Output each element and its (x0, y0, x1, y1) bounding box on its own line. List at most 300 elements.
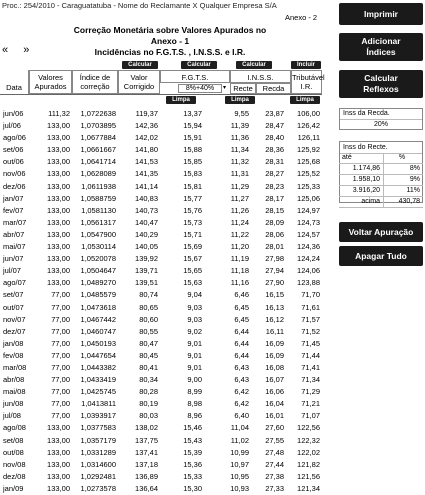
cell-indice: 1,0703895 (80, 121, 116, 131)
table-row (0, 193, 322, 205)
cell-fgts: 15,76 (183, 205, 202, 215)
cell-recda: 16,09 (265, 350, 284, 360)
limpa-inss-button[interactable]: Limpa (225, 96, 255, 104)
cell-fgts: 15,36 (183, 459, 202, 469)
cell-valor: 141,35 (135, 169, 158, 179)
chevron-down-icon[interactable]: ▾ (223, 85, 227, 91)
cell-indice: 1,0443382 (80, 362, 116, 372)
cell-indice: 1,0611938 (81, 181, 116, 191)
cell-recte: 6,42 (234, 399, 249, 409)
cell-valor: 142,36 (135, 121, 158, 131)
cell-valores[interactable]: 77,00 (51, 362, 70, 372)
cell-recte: 11,19 (230, 254, 249, 264)
cell-recda: 28,40 (265, 133, 284, 143)
cell-indice: 1,0547900 (80, 229, 116, 239)
title-line-3: Incidências no F.G.T.S. , I.N.S.S. e I.R. (94, 47, 246, 57)
cell-tributavel: 106,00 (297, 109, 320, 118)
cell-valor: 141,80 (135, 145, 158, 155)
cell-recda: 28,23 (265, 181, 284, 191)
table-row (0, 362, 322, 374)
apagar-tudo-button[interactable]: Apagar Tudo (339, 246, 423, 266)
cell-valor: 80,03 (139, 411, 158, 421)
bracket-limit[interactable]: 1.958,10 (339, 175, 384, 185)
cell-valores[interactable]: 77,00 (51, 399, 70, 409)
cell-tributavel: 71,34 (301, 375, 320, 385)
cell-valor: 138,02 (135, 423, 158, 433)
table-row (0, 422, 322, 434)
cell-fgts: 15,81 (183, 181, 202, 191)
cell-recte: 11,22 (230, 229, 249, 239)
cell-data: ago/06 (3, 133, 26, 143)
title-line-2: Anexo - 1 (150, 36, 190, 46)
cell-fgts: 8,99 (187, 387, 202, 397)
cell-indice: 1,0641714 (80, 157, 116, 167)
cell-tributavel: 124,97 (297, 205, 320, 215)
cell-valor: 80,65 (139, 302, 158, 312)
cell-valores[interactable]: 133,00 (47, 229, 70, 239)
page-title (40, 25, 300, 58)
cell-fgts: 15,69 (183, 242, 202, 252)
cell-recda: 28,15 (265, 205, 284, 215)
cell-tributavel: 124,73 (297, 217, 320, 227)
cell-indice: 1,0314600 (80, 459, 116, 469)
cell-tributavel: 124,57 (297, 229, 320, 239)
cell-recte: 11,39 (230, 121, 249, 131)
cell-recda: 16,04 (265, 399, 284, 409)
cell-recda: 27,38 (265, 471, 284, 481)
cell-recte: 11,18 (230, 266, 249, 276)
cell-fgts: 15,63 (183, 278, 202, 288)
cell-fgts: 8,98 (187, 399, 202, 409)
cell-tributavel: 71,70 (301, 290, 320, 300)
cell-recte: 10,99 (230, 447, 249, 457)
cell-recda: 27,94 (265, 266, 284, 276)
cell-valores[interactable]: 133,00 (47, 471, 70, 481)
cell-tributavel: 71,41 (301, 362, 320, 372)
cell-recda: 28,01 (265, 242, 284, 252)
data-table (0, 108, 322, 495)
cell-data: nov/08 (3, 459, 26, 469)
cell-indice: 1,0520078 (80, 254, 116, 264)
cell-valor: 137,41 (135, 447, 158, 457)
col-header-recda (256, 83, 291, 94)
cell-data: nov/06 (3, 169, 26, 179)
cell-fgts: 15,39 (183, 447, 202, 457)
cell-indice: 1,0357179 (80, 435, 116, 445)
cell-recda: 28,31 (265, 157, 284, 167)
table-row (0, 435, 322, 447)
cell-valor: 137,18 (135, 459, 158, 469)
cell-fgts: 9,04 (187, 290, 202, 300)
adicionar-indices-button[interactable] (339, 33, 423, 61)
cell-valores[interactable]: 133,00 (47, 169, 70, 179)
cell-data: ago/07 (3, 278, 26, 288)
calcular-inss-button[interactable]: Calcular (236, 61, 272, 69)
cell-tributavel: 71,45 (301, 338, 320, 348)
col-header-recte (230, 83, 256, 94)
calcular-line2: Reflexos (363, 84, 399, 94)
imprimir-button[interactable]: Imprimir (339, 3, 423, 25)
cell-fgts: 15,46 (183, 423, 202, 433)
cell-recte: 6,43 (234, 362, 249, 372)
cell-valor: 139,51 (135, 278, 158, 288)
table-row (0, 217, 322, 229)
inss-recda-value[interactable]: 20% (373, 121, 388, 128)
col-trib-line1: Tributável (292, 73, 325, 82)
table-row (0, 168, 322, 180)
cell-data: jan/07 (3, 193, 24, 203)
calcular-reflexos-button[interactable] (339, 70, 423, 98)
bracket-row (339, 164, 423, 175)
limpa-ir-button[interactable]: Limpa (290, 96, 320, 104)
cell-recte: 6,45 (234, 302, 249, 312)
cell-valores[interactable]: 133,00 (47, 205, 70, 215)
case-line: Proc.: 254/2010 - Caraguatatuba - Nome do Reclamante X Qualquer Empresa S/A (2, 1, 277, 10)
cell-indice: 1,0413811 (81, 399, 116, 409)
cell-valores[interactable]: 77,00 (51, 338, 70, 348)
cell-recda: 16,11 (265, 326, 284, 336)
cell-fgts: 9,02 (187, 326, 202, 336)
cell-recte: 6,40 (234, 411, 249, 421)
inss-recte-label: Inss do Recte. (340, 142, 422, 154)
bracket-header-row (339, 153, 423, 164)
cell-data: abr/08 (3, 375, 25, 385)
table-row (0, 156, 322, 168)
cell-recte: 9,55 (234, 109, 249, 118)
cell-valor: 80,60 (139, 314, 158, 324)
col-recte-label: Recte (233, 84, 253, 93)
cell-indice: 1,0447654 (80, 350, 116, 360)
cell-data: set/07 (3, 290, 24, 300)
cell-data: out/06 (3, 157, 24, 167)
double-chevron-right-icon[interactable]: » (23, 44, 29, 56)
cell-tributavel: 122,32 (297, 435, 320, 445)
cell-valor: 140,73 (135, 205, 158, 215)
cell-valores[interactable]: 133,00 (47, 483, 70, 493)
cell-fgts: 15,65 (183, 266, 202, 276)
cell-indice: 1,0450193 (80, 338, 116, 348)
cell-tributavel: 71,61 (301, 302, 320, 312)
table-row (0, 241, 322, 253)
cell-data: fev/07 (3, 205, 24, 215)
cell-recte: 10,93 (230, 483, 249, 493)
table-row (0, 398, 322, 410)
cell-recte: 11,26 (230, 205, 249, 215)
nav-arrows-icon[interactable] (2, 44, 28, 56)
cell-valores[interactable]: 133,00 (47, 217, 70, 227)
col-data-label: Data (6, 83, 22, 92)
calcular-valor-button[interactable]: Calcular (122, 61, 158, 69)
cell-recda: 16,12 (265, 314, 284, 324)
cell-valores[interactable]: 133,00 (47, 242, 70, 252)
cell-recte: 11,32 (230, 157, 249, 167)
table-row (0, 410, 322, 422)
table-row (0, 386, 322, 398)
cell-fgts: 15,73 (183, 217, 202, 227)
cell-valores[interactable]: 133,00 (47, 157, 70, 167)
cell-indice: 1,0331289 (80, 447, 116, 457)
calcular-fgts-button[interactable]: Calcular (181, 61, 217, 69)
col-header-indice (72, 70, 118, 94)
cell-fgts: 9,03 (187, 314, 202, 324)
cell-data: jul/08 (3, 411, 21, 421)
cell-data: jun/08 (3, 399, 24, 409)
cell-valores[interactable]: 111,32 (48, 109, 70, 118)
cell-valor: 141,14 (135, 181, 158, 191)
cell-fgts: 9,03 (187, 302, 202, 312)
cell-valor: 141,53 (135, 157, 158, 167)
cell-data: jul/06 (3, 121, 21, 131)
cell-recte: 6,46 (234, 290, 249, 300)
cell-recte: 6,44 (234, 326, 249, 336)
header-divider (0, 94, 322, 95)
cell-recda: 16,01 (265, 411, 284, 421)
col-header-inss (230, 70, 291, 83)
cell-recda: 27,33 (265, 483, 284, 493)
cell-tributavel: 125,33 (297, 181, 320, 191)
cell-valores[interactable]: 77,00 (51, 411, 70, 421)
table-row (0, 181, 322, 193)
cell-fgts: 9,01 (187, 350, 202, 360)
cell-recda: 28,27 (265, 169, 284, 179)
cell-tributavel: 122,02 (297, 447, 320, 457)
limpa-fgts-button[interactable]: Limpa (166, 96, 196, 104)
cell-recda: 16,07 (265, 375, 284, 385)
cell-data: mai/08 (3, 387, 26, 397)
incluir-button[interactable]: Incluir (291, 61, 321, 69)
cell-valor: 140,05 (135, 242, 158, 252)
col-valor-line1: Valor (130, 73, 148, 82)
cell-fgts: 9,01 (187, 338, 202, 348)
fgts-percent-select[interactable]: 8%+40% (178, 84, 222, 93)
adicionar-line2: Índices (366, 47, 396, 57)
table-row (0, 483, 322, 495)
cell-data: jul/07 (3, 266, 21, 276)
bracket-rate[interactable]: 9% (409, 176, 420, 183)
table-row (0, 314, 322, 326)
cell-indice: 1,0722638 (80, 109, 116, 118)
cell-recda: 16,15 (265, 290, 284, 300)
cell-data: jun/06 (3, 109, 24, 118)
cell-recte: 11,29 (230, 181, 249, 191)
cell-tributavel: 71,52 (301, 326, 320, 336)
bracket-rate[interactable]: 430,78 (398, 198, 420, 205)
table-row (0, 108, 322, 120)
cell-fgts: 8,96 (187, 411, 202, 421)
cell-recte: 11,24 (230, 217, 249, 227)
table-row (0, 253, 322, 265)
cell-tributavel: 121,34 (297, 483, 320, 493)
cell-valores[interactable]: 133,00 (47, 193, 70, 203)
table-row (0, 120, 322, 132)
cell-valores[interactable]: 133,00 (47, 278, 70, 288)
col-valor-line2: Corrigido (123, 82, 155, 91)
col-valores-line1: Valores (38, 73, 63, 82)
table-row (0, 447, 322, 459)
cell-recte: 6,44 (234, 350, 249, 360)
cell-valores[interactable]: 133,00 (47, 435, 70, 445)
cell-recte: 10,95 (230, 471, 249, 481)
cell-indice: 1,0425745 (80, 387, 116, 397)
cell-recte: 10,97 (230, 459, 249, 469)
cell-data: jan/09 (3, 483, 24, 493)
cell-valor: 136,64 (135, 483, 158, 493)
cell-indice: 1,0393917 (80, 411, 116, 421)
cell-fgts: 9,01 (187, 362, 202, 372)
cell-recte: 11,20 (230, 242, 249, 252)
cell-recte: 11,16 (230, 278, 249, 288)
cell-recte: 11,31 (230, 169, 249, 179)
inss-recda-label: Inss da Recda. (340, 109, 422, 120)
cell-tributavel: 122,56 (297, 423, 320, 433)
cell-tributavel: 71,29 (301, 387, 320, 397)
table-row (0, 132, 322, 144)
cell-data: set/08 (3, 435, 24, 445)
cell-valores[interactable]: 77,00 (51, 350, 70, 360)
cell-tributavel: 126,42 (297, 121, 320, 131)
cell-indice: 1,0292481 (80, 471, 116, 481)
cell-tributavel: 71,57 (301, 314, 320, 324)
cell-recda: 27,55 (265, 435, 284, 445)
cell-indice: 1,0460747 (80, 326, 116, 336)
table-row (0, 205, 322, 217)
cell-indice: 1,0433419 (80, 375, 116, 385)
cell-tributavel: 121,56 (297, 471, 320, 481)
cell-fgts: 15,83 (183, 169, 202, 179)
cell-valor: 139,71 (135, 266, 158, 276)
cell-valores[interactable]: 133,00 (47, 423, 70, 433)
cell-tributavel: 71,07 (301, 411, 320, 421)
cell-indice: 1,0467442 (80, 314, 116, 324)
bracket-row (339, 186, 423, 197)
cell-recte: 11,04 (230, 423, 249, 433)
col-header-valor (118, 70, 160, 94)
cell-data: mai/07 (3, 242, 26, 252)
col-fgts-label: F.G.T.S. (181, 73, 209, 82)
cell-valor: 80,19 (139, 399, 158, 409)
col-recda-label: Recda (262, 84, 285, 93)
cell-valores[interactable]: 133,00 (47, 121, 70, 131)
cell-fgts: 15,77 (183, 193, 202, 203)
bracket-rate[interactable]: 11% (406, 187, 420, 194)
cell-recda: 28,47 (265, 121, 284, 131)
cell-fgts: 13,37 (183, 109, 202, 118)
col-header-data (0, 70, 29, 94)
bracket-head-pct: % (398, 154, 406, 161)
cell-indice: 1,0581130 (81, 205, 116, 215)
inss-bracket-table (339, 153, 423, 208)
table-row (0, 289, 322, 301)
table-row (0, 229, 322, 241)
cell-valores[interactable]: 77,00 (51, 290, 70, 300)
cell-valor: 137,75 (135, 435, 158, 445)
cell-tributavel: 124,24 (297, 254, 320, 264)
bracket-row (339, 197, 423, 208)
cell-data: set/06 (3, 145, 24, 155)
cell-data: dez/06 (3, 181, 26, 191)
cell-fgts: 15,71 (183, 229, 202, 239)
bracket-limit[interactable]: acima (339, 197, 384, 207)
table-row (0, 471, 322, 483)
cell-recda: 16,09 (265, 338, 284, 348)
table-row (0, 350, 322, 362)
col-indice-line1: Índice de (79, 73, 111, 82)
cell-valores[interactable]: 133,00 (47, 181, 70, 191)
cell-valores[interactable]: 133,00 (47, 459, 70, 469)
cell-tributavel: 125,92 (297, 145, 320, 155)
cell-data: fev/08 (3, 350, 24, 360)
bracket-head-ate: até (339, 153, 384, 163)
table-row (0, 338, 322, 350)
cell-valores[interactable]: 77,00 (51, 302, 70, 312)
cell-valores[interactable]: 77,00 (51, 375, 70, 385)
cell-valores[interactable]: 133,00 (47, 447, 70, 457)
cell-valor: 142,02 (135, 133, 158, 143)
cell-fgts: 15,67 (183, 254, 202, 264)
cell-recte: 11,36 (230, 133, 249, 143)
table-row (0, 144, 322, 156)
cell-valor: 80,45 (139, 350, 158, 360)
table-row (0, 277, 322, 289)
cell-recte: 6,44 (234, 338, 249, 348)
cell-indice: 1,0504647 (80, 266, 116, 276)
cell-tributavel: 125,52 (297, 169, 320, 179)
title-line-1: Correção Monetária sobre Valores Apurados no (73, 25, 267, 35)
cell-valores[interactable]: 133,00 (47, 133, 70, 143)
col-header-valores (29, 70, 72, 94)
cell-tributavel: 123,88 (297, 278, 320, 288)
cell-valores[interactable]: 133,00 (47, 266, 70, 276)
bracket-limit[interactable]: 3.916,20 (339, 186, 384, 196)
cell-indice: 1,0561317 (80, 217, 116, 227)
cell-valor: 80,47 (139, 338, 158, 348)
cell-fgts: 15,33 (183, 471, 202, 481)
cell-recda: 23,87 (265, 109, 284, 118)
cell-indice: 1,0485579 (80, 290, 116, 300)
cell-valores[interactable]: 77,00 (51, 387, 70, 397)
bracket-row (339, 175, 423, 186)
cell-recte: 6,42 (234, 387, 249, 397)
col-header-tributavel (291, 70, 325, 94)
cell-valor: 140,29 (135, 229, 158, 239)
cell-tributavel: 125,68 (297, 157, 320, 167)
cell-data: out/07 (3, 302, 24, 312)
bracket-limit[interactable]: 1.174,86 (339, 164, 384, 174)
cell-valor: 140,83 (135, 193, 158, 203)
voltar-apuracao-button[interactable]: Voltar Apuração (339, 222, 423, 242)
table-row (0, 326, 322, 338)
cell-data: dez/07 (3, 326, 26, 336)
cell-tributavel: 124,36 (297, 242, 320, 252)
cell-recda: 28,09 (265, 217, 284, 227)
cell-recda: 28,06 (265, 229, 284, 239)
col-indice-line2: correção (80, 82, 110, 91)
col-header-fgts (160, 70, 230, 83)
table-row (0, 374, 322, 386)
cell-recda: 28,17 (265, 193, 284, 203)
cell-tributavel: 121,82 (297, 459, 320, 469)
double-chevron-left-icon[interactable]: « (2, 44, 8, 56)
cell-recda: 16,08 (265, 362, 284, 372)
cell-valores[interactable]: 133,00 (47, 145, 70, 155)
cell-valores[interactable]: 133,00 (47, 254, 70, 264)
cell-valores[interactable]: 77,00 (51, 314, 70, 324)
cell-recda: 16,06 (265, 387, 284, 397)
table-row (0, 265, 322, 277)
cell-valores[interactable]: 77,00 (51, 326, 70, 336)
bracket-rate[interactable]: 8% (409, 165, 420, 172)
anexo-2-label: Anexo - 2 (285, 13, 318, 22)
